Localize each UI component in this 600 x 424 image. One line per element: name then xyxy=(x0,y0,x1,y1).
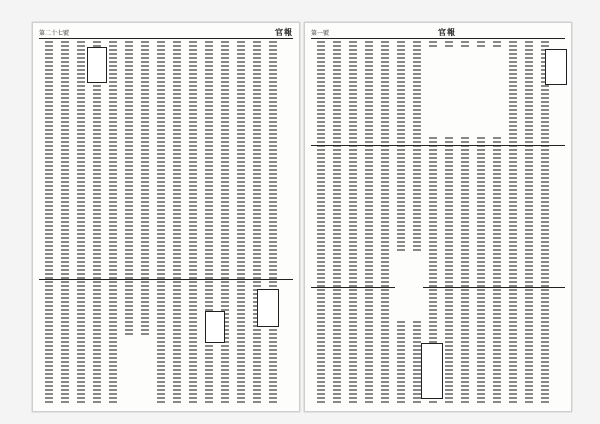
top-center-heading-line-2 xyxy=(481,49,483,131)
left-page-number: 第二十七號 xyxy=(39,29,70,37)
text-column xyxy=(365,41,373,405)
text-column xyxy=(253,41,261,405)
column-gap xyxy=(125,337,155,407)
top-center-heading-line-1 xyxy=(495,49,497,131)
text-column xyxy=(45,41,53,405)
text-column xyxy=(381,41,389,405)
text-column xyxy=(509,41,517,405)
text-column xyxy=(317,41,325,405)
text-column xyxy=(397,41,405,405)
text-column xyxy=(109,41,117,405)
center-heading-2 xyxy=(395,253,397,319)
left-masthead: 官報 xyxy=(274,26,293,37)
right-masthead: 官報 xyxy=(438,26,456,37)
left-heading-box-top xyxy=(87,47,107,83)
right-page-body xyxy=(311,41,565,405)
right-heading-box-bottom xyxy=(421,343,443,399)
text-column xyxy=(157,41,165,405)
left-heading-box-lower xyxy=(257,289,279,327)
text-column xyxy=(541,41,549,405)
text-column xyxy=(237,41,245,405)
text-column xyxy=(189,41,197,405)
text-column xyxy=(93,41,101,405)
text-column xyxy=(269,41,277,405)
section-divider xyxy=(311,287,565,288)
top-center-heading-line-4 xyxy=(453,49,455,131)
right-page-header xyxy=(311,26,565,39)
left-page-header xyxy=(39,26,293,39)
section-divider xyxy=(39,279,293,280)
text-column xyxy=(61,41,69,405)
right-heading-box-top xyxy=(545,49,567,85)
right-page-number: 第一號 xyxy=(311,29,330,37)
text-column xyxy=(333,41,341,405)
text-column xyxy=(413,41,421,405)
text-column xyxy=(349,41,357,405)
left-page xyxy=(32,22,300,412)
center-heading-area xyxy=(395,251,423,321)
left-heading-box-lower-2 xyxy=(205,311,225,343)
top-center-heading-line-3 xyxy=(467,49,469,131)
section-divider xyxy=(311,145,565,146)
text-column xyxy=(525,41,533,405)
text-column xyxy=(173,41,181,405)
center-heading xyxy=(407,253,409,319)
text-column xyxy=(77,41,85,405)
text-column xyxy=(205,41,213,405)
left-page-body xyxy=(39,41,293,405)
right-page xyxy=(304,22,572,412)
text-column xyxy=(221,41,229,405)
